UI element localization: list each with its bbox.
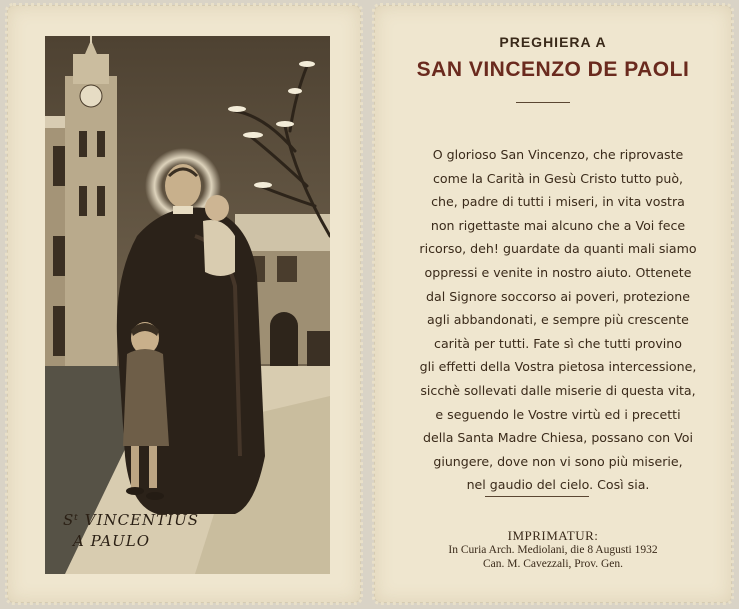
divider-top: [516, 102, 570, 103]
prayer-line: sicchè sollevati dalle miserie di questa vita,: [420, 382, 696, 398]
prayer-line: agli abbandonati, e sempre più crescente: [427, 312, 689, 328]
prayer-heading-small: PREGHIERA A: [499, 34, 607, 50]
prayer-line: giungere, dove non vi sono più miserie,: [433, 453, 683, 469]
prayer-line: della Santa Madre Chiesa, possano con Voi: [422, 430, 694, 446]
saint-illustration: [45, 36, 330, 574]
prayer-line: nel gaudio del cielo. Così sia.: [466, 477, 650, 493]
picture-caption: [63, 510, 243, 552]
holy-card-back: [375, 6, 731, 602]
prayer-line: O glorioso San Vincenzo, che riprovaste: [432, 147, 684, 162]
prayer-title: SAN VINCENZO DE PAOLI: [416, 58, 690, 81]
caption-line-1: Sᵗ VINCENTIUS: [63, 511, 200, 529]
prayer-line: come la Carità in Gesù Cristo tutto può,: [432, 170, 684, 186]
prayer-text: [399, 143, 717, 497]
saint-vincent-picture: [45, 36, 330, 574]
prayer-line: carità per tutti. Fate sì che tutti provino: [434, 335, 682, 351]
prayer-line: dal Signore soccorso ai poveri, protezione: [426, 288, 690, 304]
prayer-line: non rigettaste mai alcuno che a Voi fece: [430, 217, 686, 233]
caption-line-2: A PAULO: [73, 532, 151, 550]
imprimatur-line-2: Can. M. Cavezzali, Prov. Gen.: [482, 558, 624, 570]
prayer-line: gli effetti della Vostra pietosa intercessione,: [419, 359, 697, 375]
prayer-line: che, padre di tutti i miseri, in vita vostra: [431, 194, 685, 210]
imprimatur-block: [375, 528, 731, 571]
imprimatur-line-1: In Curia Arch. Mediolani, die 8 Augusti 1932: [448, 544, 658, 556]
prayer-line: ricorso, deh! guardate da quanti mali siamo: [419, 241, 697, 257]
prayer-line: oppressi e venite in nostro aiuto. Ottenete: [424, 264, 692, 280]
holy-card-front: [8, 6, 360, 602]
imprimatur-heading: IMPRIMATUR:: [507, 528, 599, 543]
prayer-line: e seguendo le Vostre virtù ed i precetti: [435, 406, 681, 422]
divider-bottom: [485, 496, 589, 497]
